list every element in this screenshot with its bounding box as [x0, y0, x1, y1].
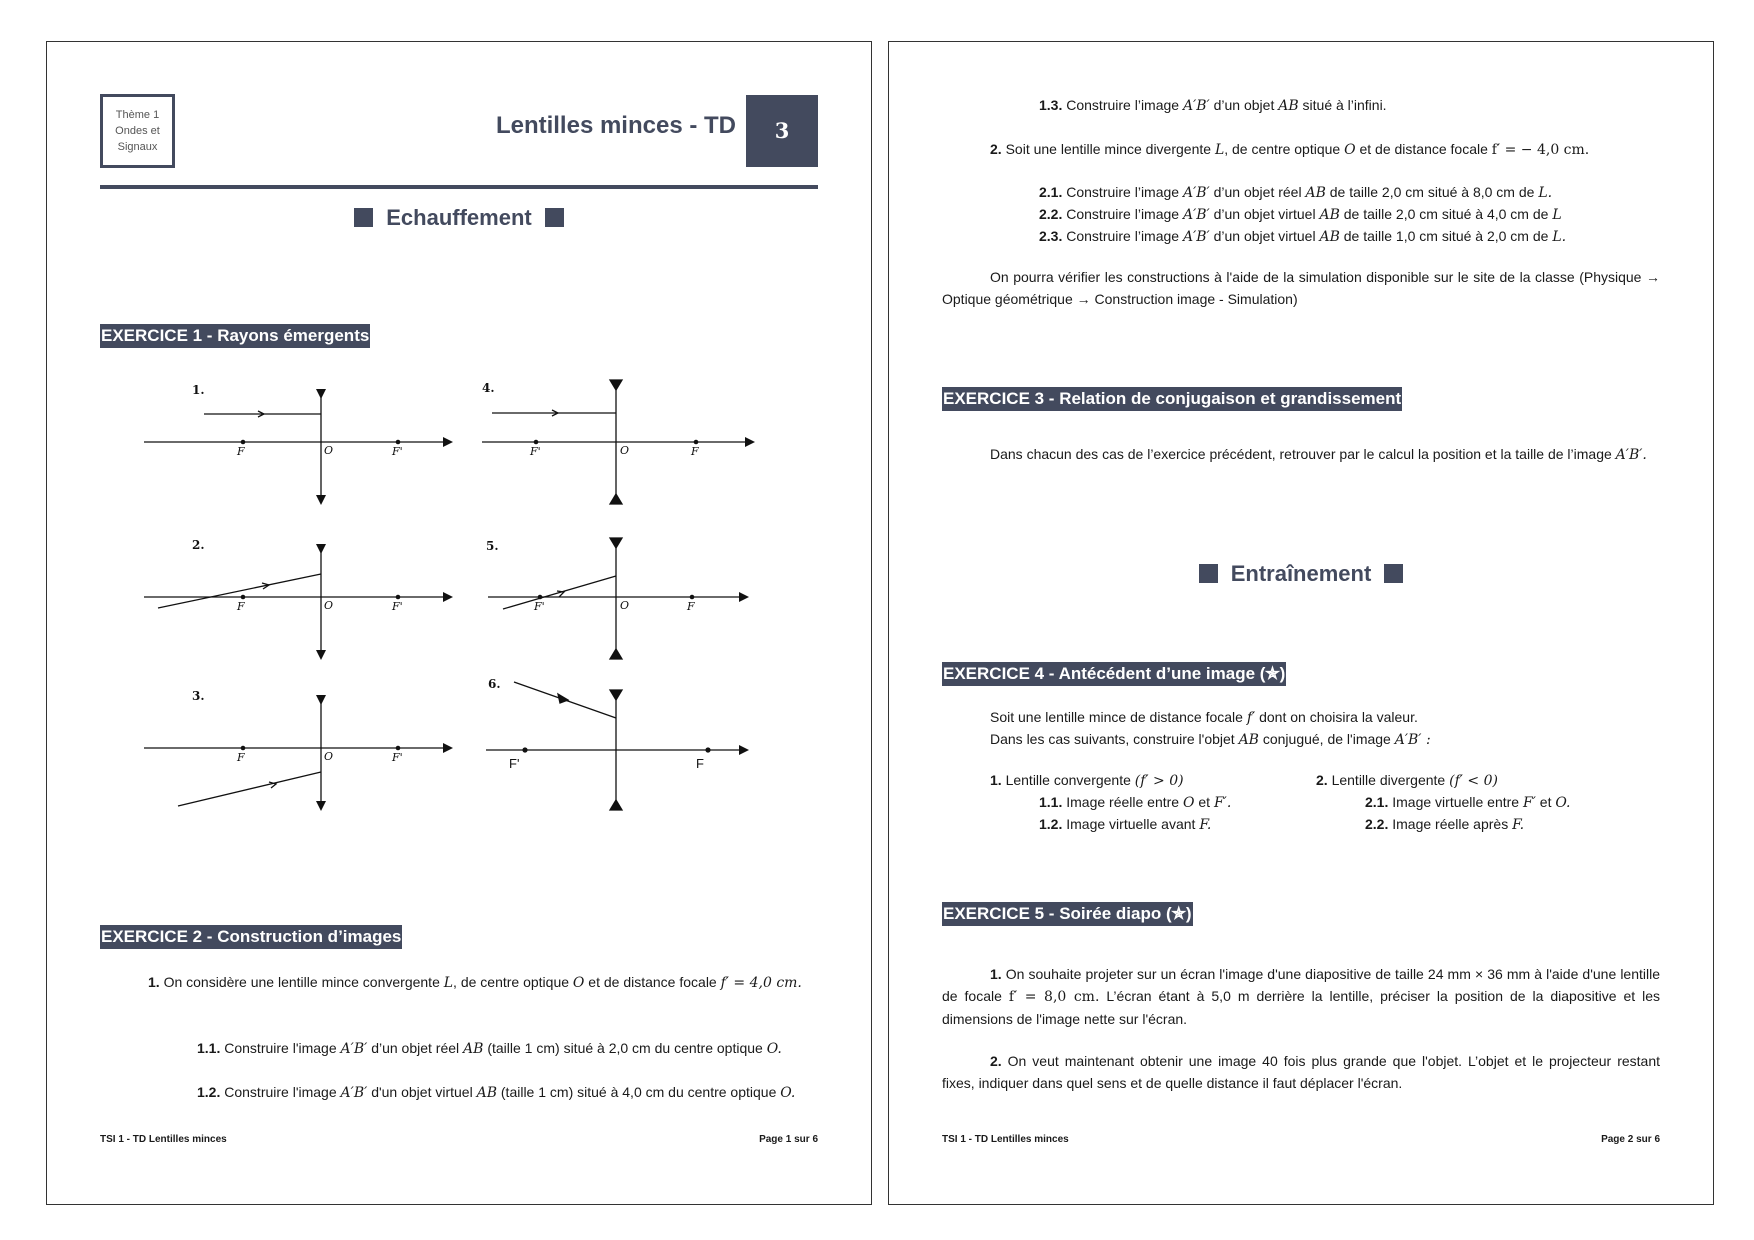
question-number: 1. — [148, 974, 160, 990]
focal-point-label: F' — [392, 445, 403, 458]
center-label: O — [324, 599, 334, 612]
ex4-case-2-1 — [1365, 791, 1570, 814]
page-number: Page 2 sur 6 — [1601, 1134, 1660, 1145]
question-number: 2.2. — [1039, 206, 1063, 222]
math: AB — [1319, 207, 1340, 223]
text: Construire l’image — [1066, 206, 1180, 222]
diagram-5-diverging-lens — [488, 538, 744, 659]
text: Image virtuelle entre — [1392, 794, 1520, 810]
math: O. — [1555, 795, 1571, 811]
math: A′B′ — [1182, 98, 1210, 114]
exercise-4-title: EXERCICE 4 - Antécédent d’une image (✯) — [942, 662, 1286, 686]
ex4-statement-line-2 — [942, 728, 1660, 751]
ex2-question-2-2 — [942, 203, 1660, 226]
theme-line: Signaux — [117, 141, 158, 153]
td-number-badge: 3 — [746, 95, 818, 167]
math: O — [572, 975, 585, 991]
math: AB — [1319, 229, 1340, 245]
diagram-label: 3. — [192, 689, 205, 703]
diagram-label: 1. — [192, 383, 205, 397]
math: F. — [1512, 817, 1525, 833]
math: A′B′ — [1182, 229, 1210, 245]
math: AB — [463, 1041, 484, 1057]
text: On considère une lentille mince convergente — [163, 974, 440, 990]
section-title: Echauffement — [386, 205, 532, 230]
math: (f′ > 0) — [1134, 773, 1184, 789]
math: (f′ < 0) — [1449, 773, 1498, 789]
math: f′ — [1246, 710, 1256, 726]
focal-point-label: F' — [530, 445, 541, 458]
text: Lentille divergente — [1331, 772, 1446, 788]
page-title: Lentilles minces - TD — [495, 112, 736, 139]
question-number: 1. — [990, 772, 1002, 788]
question-number: 1.2. — [197, 1084, 221, 1100]
focal-point-label: F — [237, 600, 245, 613]
text: d’un objet virtuel — [1213, 206, 1316, 222]
text: d’un objet réel — [371, 1040, 460, 1056]
page-1 — [46, 41, 872, 1205]
exercise-3-title: EXERCICE 3 - Relation de conjugaison et grandissement — [942, 387, 1402, 411]
page-2 — [888, 41, 1714, 1205]
math: O. — [780, 1085, 796, 1101]
ex4-case-2 — [1316, 769, 1498, 792]
ex4-case-1-1 — [942, 791, 1231, 814]
focal-point-label: F' — [509, 756, 520, 771]
ex2-question-2-1 — [942, 181, 1660, 204]
text: d'un objet virtuel — [371, 1084, 473, 1100]
math: F′. — [1213, 795, 1232, 811]
text: Image réelle après — [1392, 816, 1509, 832]
ex2-question-1-1 — [100, 1037, 818, 1060]
math: L — [1552, 207, 1562, 223]
center-label: O — [620, 444, 630, 457]
question-number: 2.1. — [1039, 184, 1063, 200]
ex4-case-1-2 — [942, 813, 1211, 836]
exercise-1-title: EXERCICE 1 - Rayons émergents — [100, 324, 370, 348]
text: Construire l'image — [224, 1084, 337, 1100]
text: Image virtuelle avant — [1066, 816, 1196, 832]
question-number: 2. — [1316, 772, 1328, 788]
text: Image réelle entre — [1066, 794, 1180, 810]
question-number: 1.1. — [1039, 794, 1063, 810]
footer-left: TSI 1 - TD Lentilles minces — [942, 1134, 1069, 1145]
math: A′B′ : — [1394, 732, 1431, 748]
page-footer — [942, 1134, 1660, 1145]
text: Dans les cas suivants, construire l'objet — [990, 731, 1235, 747]
focal-point-label: F' — [392, 751, 403, 764]
question-number: 1.3. — [1039, 97, 1063, 113]
math: AB — [1278, 98, 1299, 114]
ex5-question-1 — [942, 963, 1660, 1030]
ex2-question-2 — [942, 138, 1660, 161]
text: Construire l’image — [1066, 97, 1180, 113]
question-number: 1. — [990, 966, 1002, 982]
lens-diagrams-figure — [130, 376, 830, 826]
diagram-label: 2. — [192, 538, 205, 552]
diagram-label: 5. — [486, 539, 499, 553]
footer-left: TSI 1 - TD Lentilles minces — [100, 1134, 227, 1145]
ex2-question-1-2 — [100, 1081, 818, 1104]
square-bullet-icon — [545, 208, 564, 227]
math: O — [1182, 795, 1195, 811]
focal-point-label: F — [237, 751, 245, 764]
theme-line: Thème 1 — [115, 109, 160, 121]
text: Lentille convergente — [1005, 772, 1131, 788]
math: f′ = − 4,0 cm. — [1491, 142, 1590, 158]
text: Construire l’image — [1066, 184, 1180, 200]
text: , de centre optique — [453, 974, 570, 990]
question-number: 2.1. — [1365, 794, 1389, 810]
text: Dans chacun des cas de l’exercice précédent, retrouver par le calcul la position et la taille de l’image — [990, 446, 1612, 462]
ex3-statement — [942, 443, 1660, 466]
math: F′ — [1522, 795, 1536, 811]
text: et de distance focale — [1359, 141, 1488, 157]
text: Soit une lentille mince divergente — [1005, 141, 1212, 157]
text: d’un objet réel — [1213, 184, 1302, 200]
text: et — [1198, 794, 1211, 810]
page-footer — [100, 1134, 818, 1145]
text: situé à l’infini. — [1302, 97, 1387, 113]
question-number: 2.2. — [1365, 816, 1389, 832]
math: f′ = 8,0 cm. — [1008, 989, 1100, 1005]
math: L — [1214, 142, 1225, 158]
theme-line: Ondes et — [115, 125, 160, 137]
section-heading-warmup — [100, 205, 818, 231]
math: L. — [1552, 229, 1567, 245]
question-number: 2.3. — [1039, 228, 1063, 244]
question-number: 2. — [990, 141, 1002, 157]
section-title: Entraînement — [1230, 561, 1372, 586]
ex4-case-1 — [942, 769, 1184, 792]
question-number: 1.1. — [197, 1040, 221, 1056]
text: et — [1539, 794, 1552, 810]
ex2-question-1-3 — [942, 94, 1660, 117]
text: de taille 2,0 cm situé à 4,0 cm de — [1343, 206, 1549, 222]
math: O — [1344, 142, 1356, 158]
text: de taille 2,0 cm situé à 8,0 cm de — [1329, 184, 1535, 200]
math: F. — [1199, 817, 1212, 833]
center-label: O — [324, 444, 334, 457]
text: dont on choisira la valeur. — [1259, 709, 1418, 725]
text: On souhaite projeter sur un écran l'image d'une diapositive de taille 24 mm × 36 mm à l'aide d'une lentille de focale — [942, 966, 1661, 1004]
center-label: O — [324, 750, 334, 763]
math: f′ = 4,0 cm. — [720, 975, 802, 991]
ex2-question-2-3 — [942, 225, 1660, 248]
ex4-statement-line-1 — [942, 706, 1660, 729]
diagram-label: 4. — [482, 381, 495, 395]
ex2-question-1 — [100, 971, 818, 994]
diagram-label: 6. — [488, 677, 501, 691]
math: L — [443, 975, 454, 991]
exercise-2-title: EXERCICE 2 - Construction d’images — [100, 925, 402, 949]
exercise-5-title: EXERCICE 5 - Soirée diapo (✯) — [942, 902, 1193, 926]
text: Construire l’image — [1066, 228, 1180, 244]
text: conjugué, de l'image — [1262, 731, 1391, 747]
math: A′B′ — [1182, 185, 1210, 201]
text: On veut maintenant obtenir une image 40 fois plus grande que l'objet. L’objet et le projecteur restant fixes, indiquer dans quel sens et de quelle distance il faut déplacer l'écran. — [942, 1053, 1660, 1091]
text: et de distance focale — [588, 974, 717, 990]
math: L. — [1538, 185, 1553, 201]
diagram-4-diverging-lens — [482, 380, 750, 504]
math: AB — [1305, 185, 1326, 201]
focal-point-label: F — [696, 756, 704, 771]
text: , de centre optique — [1224, 141, 1341, 157]
focal-point-label: F — [687, 600, 695, 613]
section-heading-training — [942, 561, 1660, 587]
square-bullet-icon — [1199, 564, 1218, 583]
math: O. — [766, 1041, 782, 1057]
square-bullet-icon — [354, 208, 373, 227]
focal-point-label: F — [237, 445, 245, 458]
text: (taille 1 cm) situé à 4,0 cm du centre optique — [500, 1084, 777, 1100]
header-rule — [100, 185, 818, 189]
ex5-question-2 — [942, 1050, 1660, 1094]
square-bullet-icon — [1384, 564, 1403, 583]
text: de taille 1,0 cm situé à 2,0 cm de — [1343, 228, 1549, 244]
simulation-note: On pourra vérifier les constructions à l'aide de la simulation disponible sur le site de la classe (Physique → Optique géométrique → Construction image - Simulation) — [942, 269, 1660, 307]
math: A′B′ — [340, 1085, 368, 1101]
focal-point-label: F' — [392, 600, 403, 613]
center-label: O — [620, 599, 630, 612]
question-number: 2. — [990, 1053, 1002, 1069]
text: d’un objet — [1213, 97, 1275, 113]
ex4-case-2-2 — [1365, 813, 1524, 836]
text: d’un objet virtuel — [1213, 228, 1316, 244]
text: (taille 1 cm) situé à 2,0 cm du centre optique — [487, 1040, 763, 1056]
math: A′B′ — [340, 1041, 368, 1057]
page-number: Page 1 sur 6 — [759, 1134, 818, 1145]
theme-box — [100, 94, 175, 168]
math: A′B′. — [1615, 447, 1647, 463]
math: AB — [1238, 732, 1259, 748]
math: A′B′ — [1182, 207, 1210, 223]
focal-point-label: F' — [534, 600, 545, 613]
text: L’écran étant à 5,0 m derrière la lentille, préciser la position de la diapositive et les dimensions de l'image nette sur l'écran. — [942, 988, 1661, 1027]
text: Soit une lentille mince de distance focale — [990, 709, 1243, 725]
text: Construire l'image — [224, 1040, 337, 1056]
focal-point-label: F — [691, 445, 699, 458]
math: AB — [476, 1085, 497, 1101]
diagram-6-diverging-lens — [486, 682, 744, 810]
question-number: 1.2. — [1039, 816, 1063, 832]
